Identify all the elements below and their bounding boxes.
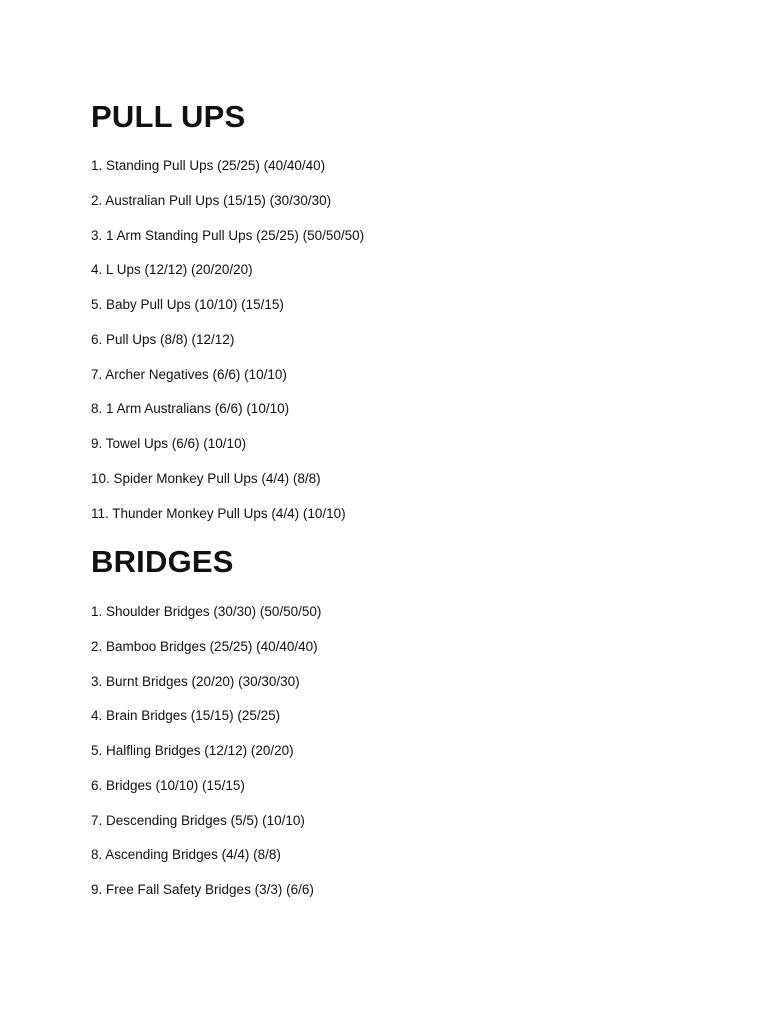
list-item: 5. Halfling Bridges (12/12) (20/20) [91, 743, 294, 758]
list-item: 9. Towel Ups (6/6) (10/10) [91, 436, 247, 451]
bridges-list [91, 602, 321, 900]
list-item: 2. Bamboo Bridges (25/25) (40/40/40) [91, 638, 318, 654]
section-pull-ups [91, 97, 365, 521]
list-item: 10. Spider Monkey Pull Ups (4/4) (8/8) [91, 470, 321, 486]
list-item: 11. Thunder Monkey Pull Ups (4/4) (10/10) [91, 505, 346, 521]
list-item: 7. Archer Negatives (6/6) (10/10) [91, 366, 287, 382]
list-item: 8. 1 Arm Australians (6/6) (10/10) [91, 401, 290, 417]
list-item: 2. Australian Pull Ups (15/15) (30/30/30) [91, 192, 332, 208]
list-item: 7. Descending Bridges (5/5) (10/10) [91, 812, 305, 828]
list-item: 4. L Ups (12/12) (20/20/20) [91, 262, 253, 278]
list-item: 3. Burnt Bridges (20/20) (30/30/30) [91, 673, 300, 689]
list-item: 9. Free Fall Safety Bridges (3/3) (6/6) [91, 882, 314, 897]
list-item: 1. Standing Pull Ups (25/25) (40/40/40) [91, 158, 326, 173]
list-item: 1. Shoulder Bridges (30/30) (50/50/50) [91, 604, 322, 619]
section-title-bridges: BRIDGES [91, 544, 234, 579]
list-item: 4. Brain Bridges (15/15) (25/25) [91, 708, 281, 724]
pull-ups-list [91, 156, 364, 524]
list-item: 5. Baby Pull Ups (10/10) (15/15) [91, 297, 284, 312]
list-item: 8. Ascending Bridges (4/4) (8/8) [91, 847, 281, 863]
section-title-pull-ups: PULL UPS [91, 99, 246, 134]
list-item: 6. Bridges (10/10) (15/15) [91, 777, 245, 793]
list-item: 3. 1 Arm Standing Pull Ups (25/25) (50/50/50) [91, 227, 365, 243]
section-bridges [91, 542, 322, 897]
list-item: 6. Pull Ups (8/8) (12/12) [91, 331, 235, 347]
